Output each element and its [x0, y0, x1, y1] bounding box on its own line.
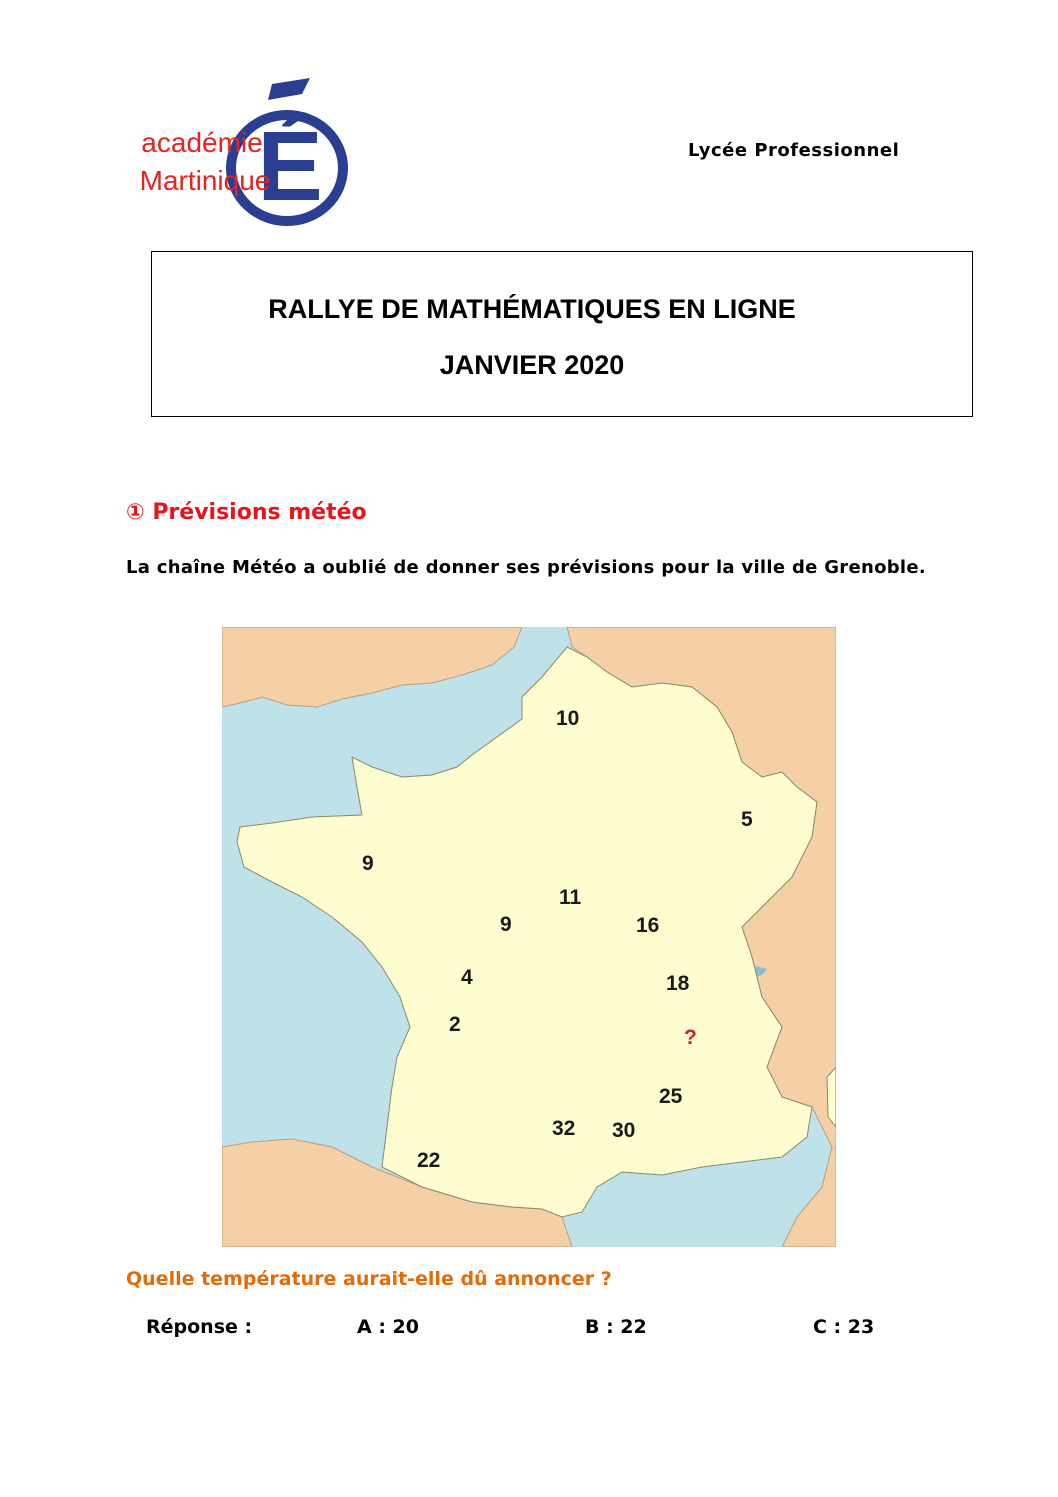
- section-number: ①: [126, 500, 145, 525]
- temp-tours: 9: [500, 913, 512, 936]
- section-title: Prévisions météo: [152, 500, 367, 525]
- academie-logo: [140, 78, 355, 228]
- title-main: RALLYE DE MATHÉMATIQUES EN LIGNE: [268, 294, 796, 324]
- answer-row: [0, 1316, 1058, 1346]
- answer-label: Réponse :: [146, 1316, 253, 1338]
- temp-poitiers: 4: [461, 966, 473, 989]
- temp-lille: 10: [556, 707, 580, 730]
- temp-toulouse: 32: [552, 1117, 576, 1140]
- temp-brittany: 9: [362, 852, 374, 875]
- section-heading: [126, 500, 367, 525]
- temp-montpellier: 30: [612, 1119, 636, 1142]
- academie-logo-graphic: [140, 78, 355, 228]
- temp-strasbourg: 5: [741, 808, 753, 831]
- temp-grenoble-unknown: ?: [684, 1026, 697, 1049]
- school-name: Lycée Professionnel: [688, 140, 900, 161]
- intro-paragraph: La chaîne Météo a oublié de donner ses prévisions pour la ville de Grenoble.: [126, 557, 927, 578]
- france-map-graphic: [222, 627, 836, 1247]
- logo-line2: Martinique: [140, 165, 271, 196]
- answer-option-b[interactable]: B : 22: [585, 1316, 647, 1338]
- temp-dijon: 16: [636, 914, 660, 937]
- logo-letter: É: [257, 111, 323, 221]
- france-map: [222, 627, 836, 1247]
- temp-charente: 2: [449, 1013, 461, 1036]
- question-text: Quelle température aurait-elle dû annoncer ?: [126, 1268, 612, 1290]
- logo-line1: académie: [141, 127, 263, 158]
- title-date: JANVIER 2020: [439, 350, 625, 380]
- temp-center: 11: [559, 886, 582, 909]
- temp-lyon: 18: [666, 972, 690, 995]
- temp-biarritz: 22: [417, 1149, 441, 1172]
- land-corsica: [827, 1067, 836, 1127]
- title-box: [151, 251, 973, 417]
- answer-option-c[interactable]: C : 23: [813, 1316, 875, 1338]
- temp-provence: 25: [659, 1085, 683, 1108]
- answer-option-a[interactable]: A : 20: [357, 1316, 419, 1338]
